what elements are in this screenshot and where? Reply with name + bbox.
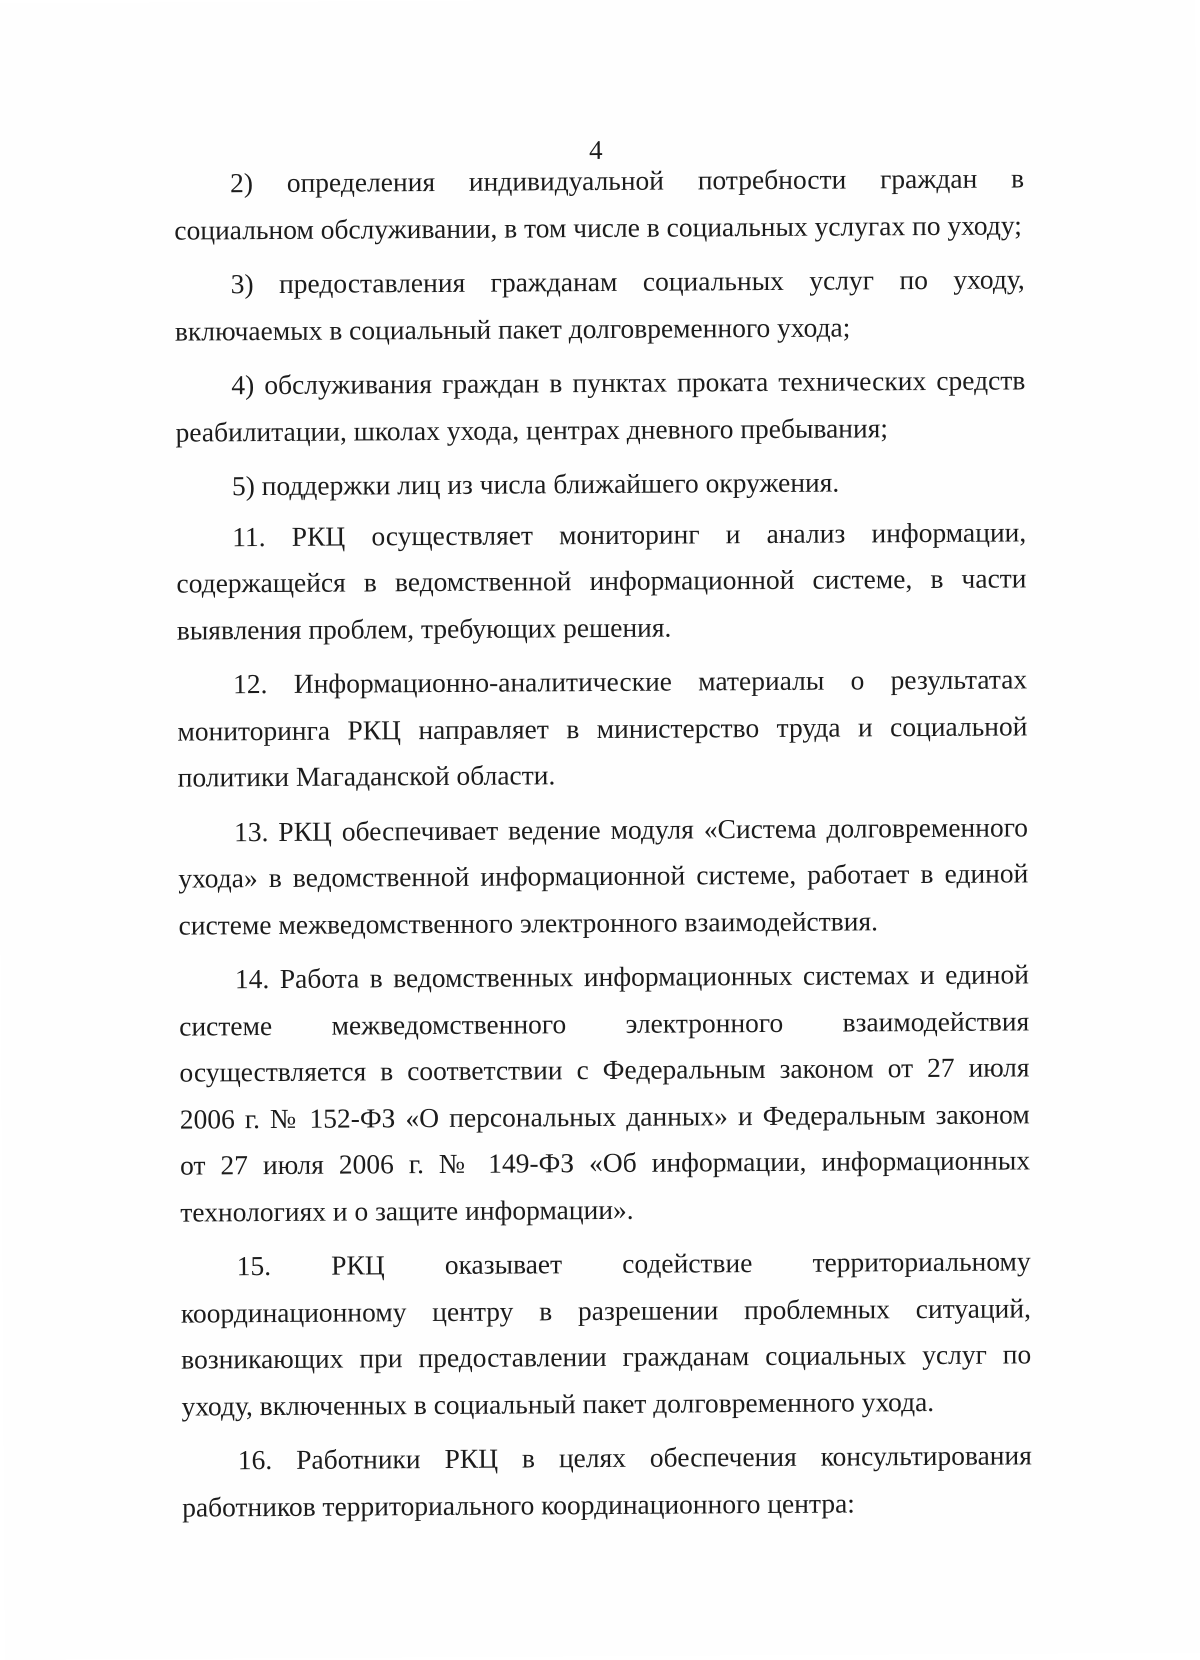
document-body	[174, 155, 1032, 1538]
paragraph-item-2: 2) определения индивидуальной потребности граждан в социальном обслуживании, в том числе в социальных услугах по уходу;	[174, 162, 1025, 246]
paragraph-11: 11. РКЦ осуществляет мониторинг и анализ информации, содержащейся в ведомственной информационной системе, в части выявления проблем, требующих решения.	[176, 515, 1027, 646]
paragraph-12: 12. Информационно-аналитические материалы о результатах мониторинга РКЦ направляет в министерство труда и социальной политики Магаданской области.	[177, 663, 1028, 793]
paragraph-item-4: 4) обслуживания граждан в пунктах проката технических средств реабилитации, школах ухода, центрах дневного пребывания;	[175, 364, 1026, 448]
paragraph-14: 14. Работа в ведомственных информационных системах и единой системе межведомственного электронного взаимодействия осуществляется в соответствии с Федеральным законом от 27 июля 2006 г. № 152-ФЗ «О персональных данных» и Федеральным законом от 27 июля 2006 г. № 149-ФЗ «Об информации, информационных технологиях и о защите информации».	[179, 958, 1031, 1228]
page-number: 4	[589, 134, 603, 166]
paragraph-16: 16. Работники РКЦ в целях обеспечения консультирования работников территориального координационного центра:	[182, 1439, 1032, 1523]
paragraph-13: 13. РКЦ обеспечивает ведение модуля «Система долговременного ухода» в ведомственной информационной системе, работает в единой системе межведомственного электронного взаимодействия.	[178, 810, 1029, 941]
paragraph-item-3: 3) предоставления гражданам социальных услуг по уходу, включаемых в социальный пакет долговременного ухода;	[174, 263, 1025, 347]
paragraph-item-5: 5) поддержки лиц из числа ближайшего окружения.	[231, 466, 840, 502]
paragraph-15: 15. РКЦ оказывает содействие территориальному координационному центру в разрешении проблемных ситуаций, возникающих при предоставлении гражданам социальных услуг по уходу, включенных в социальный пакет долговременного ухода.	[180, 1245, 1032, 1422]
